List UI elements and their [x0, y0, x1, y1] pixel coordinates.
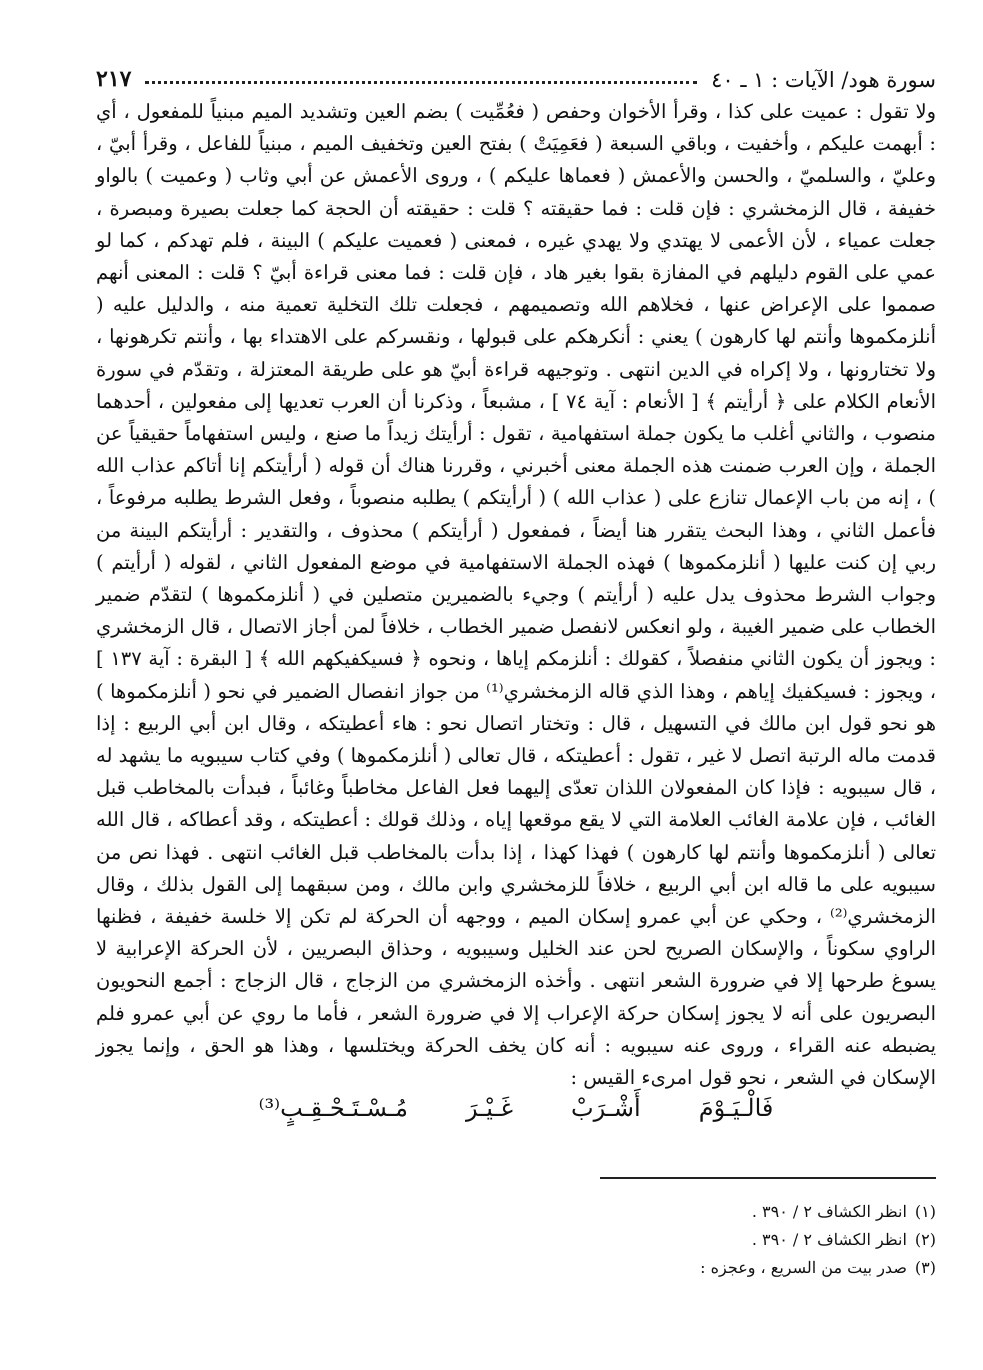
footnote-text: انظر الكشاف ٢ / ٣٩٠ .	[751, 1230, 907, 1249]
verse-word: أَشْـرَبْ	[571, 1094, 641, 1122]
verse-word: مُـسْـتَـحْـقِـبٍ⁽³⁾	[258, 1094, 408, 1122]
header-dot-leader	[145, 81, 697, 84]
footnote-item	[96, 1254, 936, 1282]
footnote-number: (١)	[914, 1202, 936, 1221]
footnote-number: (٣)	[914, 1258, 936, 1277]
footnote-text: صدر بيت من السريع ، وعجزه :	[700, 1258, 907, 1277]
main-paragraph: ولا تقول : عميت على كذا ، وقرأ الأخوان وحفص ( فعُمِّيت ) بضم العين وتشديد الميم مبنياً للمفعول ، أي : أبهمت عليكم ، وأخفيت ، وباقي السبعة ( فعَمِيَتْ ) بفتح العين وتخفيف الميم ، مبنياً للفاعل ، وقرأ أبيّ ، وعليّ ، والسلميّ ، والحسن والأعمش ( فعماها عليكم ) ، وروى الأعمش عن أبي وثاب ( وعميت ) بالواو خفيفة ، قال الزمخشري : فإن قلت : فما حقيقته ؟ قلت : حقيقته أن الحجة كما جعلت بصيرة ومبصرة ، جعلت عمياء ، لأن الأعمى لا يهتدي ولا يهدي غيره ، فمعنى ( فعميت عليكم ) البينة ، فلم تهدكم ، كما لو عمي على القوم دليلهم في المفازة بقوا بغير هاد ، فإن قلت : فما معنى قراءة أبيّ ؟ قلت : المعنى أنهم صمموا على الإعراض عنها ، فخلاهم الله وتصميمهم ، فجعلت تلك التخلية تعمية منه ، والدليل عليه ( أنلزمكموها وأنتم لها كارهون ) يعني : أنكرهكم على قبولها ، ونقسركم على الاهتداء بها ، وأنتم تكرهونها ، ولا تختارونها ، ولا إكراه في الدين انتهى . وتوجيهه قراءة أبيّ هو على طريقة المعتزلة ، وتقدّم في سورة الأنعام الكلام على ﴿ أرأيتم ﴾ [ الأنعام : آية ٧٤ ] ، مشبعاً ، وذكرنا أن العرب تعديها إلى مفعولين ، أحدهما منصوب ، والثاني أغلب ما يكون جملة استفهامية ، تقول : أرأيتك زيداً ما صنع ، وليس استفهاماً حقيقياً عن الجملة ، وإن العرب ضمنت هذه الجملة معنى أخبرني ، وقررنا هناك أن قوله ( أرأيتكم إنا أتاكم عذاب الله ) ، إنه من باب الإعمال تنازع على ( عذاب الله ) ( أرأيتكم ) يطلبه منصوباً ، وفعل الشرط يطلبه مرفوعاً ، فأعمل الثاني ، وهذا البحث يتقرر هنا أيضاً ، فمفعول ( أرأيتكم ) محذوف ، والتقدير : أرأيتكم البينة من ربي إن كنت عليها ( أنلزمكموها ) فهذه الجملة الاستفهامية في موضع المفعول الثاني ، لقوله ( أرأيتم ) وجواب الشرط محذوف يدل عليه ( أرأيتم ) وجيء بالضميرين متصلين في ( أنلزمكموها ) لتقدّم ضمير الخطاب على ضمير الغيبة ، ولو انعكس لانفصل ضمير الخطاب ، خلافاً لمن أجاز الاتصال ، قال الزمخشري : ويجوز أن يكون الثاني منفصلاً ، كقولك : أنلزمكم إياها ، ونحوه ﴿ فسيكفيكهم الله ﴾ [ البقرة : آية ١٣٧ ] ، ويجوز : فسيكفيك إياهم ، وهذا الذي قاله الزمخشري⁽¹⁾ من جواز انفصال الضمير في نحو ( أنلزمكموها ) هو نحو قول ابن مالك في التسهيل ، قال : وتختار اتصال نحو : هاء أعطيتكه ، وقال ابن أبي الربيع : إذا قدمت ماله الرتبة اتصل لا غير ، تقول : أعطيتكه ، قال تعالى ( أنلزمكموها ) وفي كتاب سيبويه ما يشهد له ، قال سيبويه : فإذا كان المفعولان اللذان تعدّى إليهما فعل الفاعل مخاطباً وغائباً ، فبدأت بالمخاطب قبل الغائب ، فإن علامة الغائب العلامة التي لا يقع موقعها إياه ، وذلك قولك : أعطيتكه ، وقد أعطاكه ، قال الله تعالى ( أنلزمكموها وأنتم لها كارهون ) فهذا كهذا ، إذا بدأت بالمخاطب قبل الغائب انتهى . فهذا نص من سيبويه على ما قاله ابن أبي الربيع ، خلافاً للزمخشري وابن مالك ، ومن سبقهما إلى القول بذلك ، وقال الزمخشري⁽²⁾ ، وحكي عن أبي عمرو إسكان الميم ، ووجهه أن الحركة لم تكن إلا خلسة خفيفة ، فظنها الراوي سكوناً ، والإسكان الصريح لحن عند الخليل وسيبويه ، وحذاق البصريين ، لأن الحركة الإعرابية لا يسوغ طرحها إلا في ضرورة الشعر انتهى . وأخذه الزمخشري من الزجاج ، قال الزجاج : أجمع النحويون البصريون على أنه لا يجوز إسكان حركة الإعراب إلا في ضرورة الشعر ، فأما ما روي عن أبي عمرو فلم يضبطه عنه القراء ، وروى عنه سيبويه : أنه كان يخف الحركة ويختلسها ، وهذا هو الحق ، وإنما يجوز الإسكان في الشعر ، نحو قول امرىء القيس :	[96, 100, 936, 1090]
footnotes	[96, 1198, 936, 1282]
footnote-item	[96, 1198, 936, 1226]
verse-word: فَالْـيَـوْمَ	[698, 1094, 774, 1122]
footnote-text: انظر الكشاف ٢ / ٣٩٠ .	[751, 1202, 907, 1221]
main-text	[96, 96, 936, 1094]
page-number: ٢١٧	[96, 66, 132, 92]
poetry-verse	[96, 1094, 936, 1122]
running-header	[96, 52, 936, 92]
verse-word: غَـيْـرَ	[465, 1094, 514, 1122]
footnote-separator	[600, 1177, 936, 1179]
sura-label: سورة هود/ الآيات : ١ ـ ٤٠	[711, 68, 936, 92]
footnote-number: (٢)	[914, 1230, 936, 1249]
footnote-item	[96, 1226, 936, 1254]
